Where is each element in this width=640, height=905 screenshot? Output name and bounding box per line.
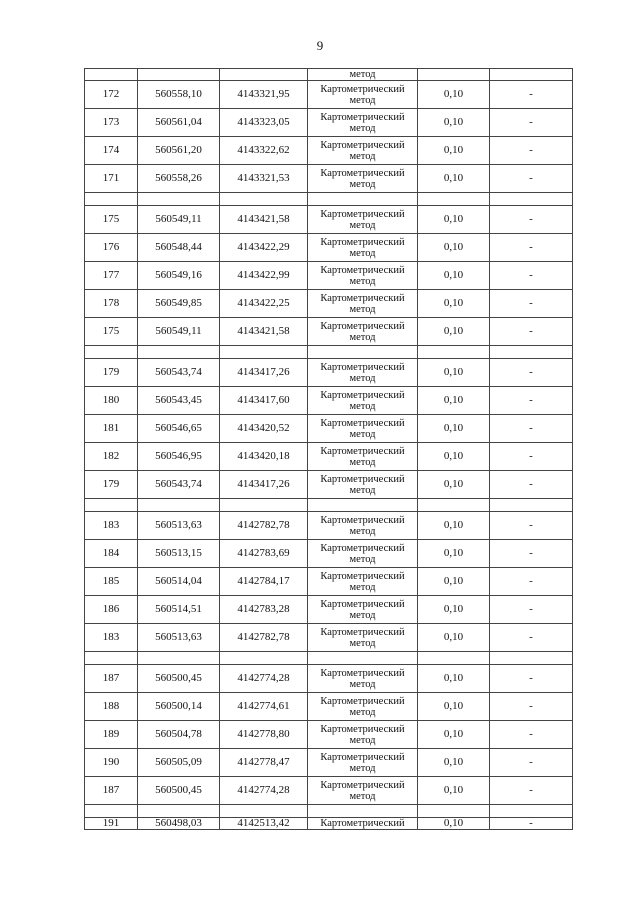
table-row (85, 318, 573, 346)
cell-x: 560561,20 (138, 137, 220, 165)
coordinates-table-body (85, 69, 573, 830)
table-row (85, 721, 573, 749)
cell-accuracy (418, 805, 490, 818)
cell-description (490, 346, 573, 359)
cell-point-number: 183 (85, 624, 138, 652)
cell-method: Картометрический метод (308, 443, 418, 471)
cell-y: 4143417,60 (220, 387, 308, 415)
table-row (85, 234, 573, 262)
table-row (85, 471, 573, 499)
table-row (85, 443, 573, 471)
cell-point-number: 184 (85, 540, 138, 568)
cell-accuracy: 0,10 (418, 443, 490, 471)
table-row (85, 206, 573, 234)
cell-accuracy (418, 652, 490, 665)
cell-description: - (490, 206, 573, 234)
cell-method: Картометрический метод (308, 415, 418, 443)
table-row (85, 81, 573, 109)
cell-point-number: 183 (85, 512, 138, 540)
cell-method: Картометрический метод (308, 624, 418, 652)
cell-point-number: 174 (85, 137, 138, 165)
cell-point-number: 177 (85, 262, 138, 290)
cell-y: 4143417,26 (220, 471, 308, 499)
cell-x (138, 193, 220, 206)
cell-accuracy: 0,10 (418, 749, 490, 777)
cell-y: 4142774,28 (220, 777, 308, 805)
cell-x: 560549,11 (138, 206, 220, 234)
cell-point-number: 175 (85, 206, 138, 234)
cell-x: 560546,95 (138, 443, 220, 471)
cell-y: 4142783,69 (220, 540, 308, 568)
cell-accuracy: 0,10 (418, 665, 490, 693)
cell-method (308, 805, 418, 818)
cell-y: 4143321,95 (220, 81, 308, 109)
cell-x: 560498,03 (138, 818, 220, 830)
cell-description: - (490, 262, 573, 290)
cell-point-number: 186 (85, 596, 138, 624)
cell-y: 4143420,18 (220, 443, 308, 471)
cell-description: - (490, 109, 573, 137)
cell-method: Картометрический метод (308, 512, 418, 540)
cell-y: 4143422,99 (220, 262, 308, 290)
cell-method: Картометрический метод (308, 665, 418, 693)
cell-description: - (490, 318, 573, 346)
cell-point-number: 189 (85, 721, 138, 749)
table-row-separator (85, 805, 573, 818)
cell-accuracy (418, 69, 490, 81)
coordinates-table (84, 68, 573, 830)
cell-description: - (490, 471, 573, 499)
table-row (85, 387, 573, 415)
table-row (85, 137, 573, 165)
cell-y: 4143321,53 (220, 165, 308, 193)
cell-method: Картометрический метод (308, 721, 418, 749)
cell-y: 4143417,26 (220, 359, 308, 387)
cell-x: 560505,09 (138, 749, 220, 777)
cell-y: 4142778,47 (220, 749, 308, 777)
cell-point-number (85, 69, 138, 81)
cell-method: Картометрический (308, 818, 418, 830)
cell-point-number: 176 (85, 234, 138, 262)
table-row (85, 818, 573, 830)
cell-description: - (490, 568, 573, 596)
cell-point-number: 181 (85, 415, 138, 443)
cell-description: - (490, 540, 573, 568)
cell-description: - (490, 818, 573, 830)
cell-method: Картометрический метод (308, 568, 418, 596)
cell-description: - (490, 81, 573, 109)
cell-method: Картометрический метод (308, 81, 418, 109)
cell-description: - (490, 624, 573, 652)
cell-description (490, 499, 573, 512)
table-row-separator (85, 346, 573, 359)
cell-method: Картометрический метод (308, 165, 418, 193)
cell-description: - (490, 387, 573, 415)
cell-accuracy: 0,10 (418, 596, 490, 624)
cell-x: 560500,45 (138, 665, 220, 693)
table-row (85, 262, 573, 290)
cell-y (220, 346, 308, 359)
cell-description: - (490, 290, 573, 318)
cell-x (138, 805, 220, 818)
cell-method: Картометрический метод (308, 540, 418, 568)
cell-x: 560500,45 (138, 777, 220, 805)
cell-description: - (490, 443, 573, 471)
cell-method: Картометрический метод (308, 290, 418, 318)
cell-y (220, 652, 308, 665)
cell-point-number: 171 (85, 165, 138, 193)
cell-method: Картометрический метод (308, 596, 418, 624)
cell-point-number (85, 652, 138, 665)
cell-point-number: 172 (85, 81, 138, 109)
cell-y: 4142774,28 (220, 665, 308, 693)
cell-point-number (85, 193, 138, 206)
cell-y: 4143323,05 (220, 109, 308, 137)
cell-y: 4142783,28 (220, 596, 308, 624)
cell-point-number: 185 (85, 568, 138, 596)
cell-description: - (490, 359, 573, 387)
cell-description (490, 193, 573, 206)
cell-y (220, 193, 308, 206)
cell-point-number (85, 805, 138, 818)
cell-accuracy: 0,10 (418, 262, 490, 290)
cell-y: 4143421,58 (220, 206, 308, 234)
cell-description: - (490, 415, 573, 443)
cell-method: Картометрический метод (308, 137, 418, 165)
cell-y: 4143422,25 (220, 290, 308, 318)
cell-x: 560561,04 (138, 109, 220, 137)
cell-y: 4143421,58 (220, 318, 308, 346)
cell-x: 560543,74 (138, 471, 220, 499)
table-row (85, 777, 573, 805)
cell-accuracy: 0,10 (418, 318, 490, 346)
table-row (85, 165, 573, 193)
cell-accuracy: 0,10 (418, 290, 490, 318)
cell-accuracy: 0,10 (418, 165, 490, 193)
cell-x: 560546,65 (138, 415, 220, 443)
table-row-continuation (85, 69, 573, 81)
cell-x: 560543,45 (138, 387, 220, 415)
table-row (85, 624, 573, 652)
cell-point-number: 187 (85, 665, 138, 693)
cell-description (490, 69, 573, 81)
cell-accuracy: 0,10 (418, 721, 490, 749)
table-row (85, 109, 573, 137)
cell-method: Картометрический метод (308, 777, 418, 805)
cell-accuracy: 0,10 (418, 540, 490, 568)
cell-y (220, 805, 308, 818)
cell-accuracy: 0,10 (418, 81, 490, 109)
cell-point-number: 175 (85, 318, 138, 346)
table-row-separator (85, 499, 573, 512)
table-row-separator (85, 652, 573, 665)
cell-x: 560548,44 (138, 234, 220, 262)
cell-accuracy (418, 193, 490, 206)
cell-x (138, 69, 220, 81)
cell-method (308, 193, 418, 206)
cell-x (138, 652, 220, 665)
cell-method: Картометрический метод (308, 234, 418, 262)
cell-y: 4142513,42 (220, 818, 308, 830)
cell-x: 560513,63 (138, 512, 220, 540)
cell-y: 4143420,52 (220, 415, 308, 443)
cell-description: - (490, 721, 573, 749)
table-row (85, 665, 573, 693)
cell-y: 4143322,62 (220, 137, 308, 165)
cell-description: - (490, 749, 573, 777)
cell-accuracy: 0,10 (418, 206, 490, 234)
cell-accuracy: 0,10 (418, 818, 490, 830)
table-row (85, 693, 573, 721)
cell-description: - (490, 777, 573, 805)
cell-method: Картометрический метод (308, 693, 418, 721)
table-row (85, 512, 573, 540)
cell-accuracy: 0,10 (418, 359, 490, 387)
cell-y: 4142774,61 (220, 693, 308, 721)
cell-point-number: 191 (85, 818, 138, 830)
cell-accuracy (418, 346, 490, 359)
cell-description: - (490, 512, 573, 540)
cell-y: 4143422,29 (220, 234, 308, 262)
cell-x: 560513,63 (138, 624, 220, 652)
cell-x: 560543,74 (138, 359, 220, 387)
cell-accuracy: 0,10 (418, 777, 490, 805)
cell-x (138, 499, 220, 512)
cell-accuracy: 0,10 (418, 693, 490, 721)
cell-accuracy: 0,10 (418, 234, 490, 262)
cell-method: Картометрический метод (308, 387, 418, 415)
cell-method (308, 346, 418, 359)
table-row (85, 749, 573, 777)
cell-y: 4142782,78 (220, 624, 308, 652)
cell-accuracy: 0,10 (418, 387, 490, 415)
cell-x: 560504,78 (138, 721, 220, 749)
cell-point-number: 188 (85, 693, 138, 721)
cell-point-number (85, 346, 138, 359)
cell-method: Картометрический метод (308, 749, 418, 777)
cell-accuracy: 0,10 (418, 415, 490, 443)
cell-method: Картометрический метод (308, 471, 418, 499)
cell-method: Картометрический метод (308, 318, 418, 346)
cell-point-number: 182 (85, 443, 138, 471)
cell-accuracy: 0,10 (418, 109, 490, 137)
cell-method: Картометрический метод (308, 359, 418, 387)
cell-description: - (490, 693, 573, 721)
cell-method: Картометрический метод (308, 262, 418, 290)
cell-description: - (490, 165, 573, 193)
page-number: 9 (316, 38, 324, 53)
cell-x: 560514,04 (138, 568, 220, 596)
cell-point-number: 180 (85, 387, 138, 415)
cell-description (490, 805, 573, 818)
cell-x: 560513,15 (138, 540, 220, 568)
cell-accuracy: 0,10 (418, 512, 490, 540)
cell-y: 4142778,80 (220, 721, 308, 749)
cell-method (308, 652, 418, 665)
cell-y: 4142784,17 (220, 568, 308, 596)
cell-x: 560549,85 (138, 290, 220, 318)
cell-accuracy: 0,10 (418, 568, 490, 596)
cell-point-number: 187 (85, 777, 138, 805)
cell-method: метод (308, 69, 418, 81)
cell-x: 560558,10 (138, 81, 220, 109)
cell-description: - (490, 665, 573, 693)
table-row (85, 540, 573, 568)
table-row (85, 359, 573, 387)
cell-point-number: 179 (85, 359, 138, 387)
cell-method: Картометрический метод (308, 109, 418, 137)
cell-x: 560558,26 (138, 165, 220, 193)
cell-description: - (490, 234, 573, 262)
cell-point-number: 179 (85, 471, 138, 499)
cell-accuracy: 0,10 (418, 471, 490, 499)
cell-point-number: 190 (85, 749, 138, 777)
cell-y: 4142782,78 (220, 512, 308, 540)
table-row (85, 596, 573, 624)
table-row (85, 415, 573, 443)
cell-method: Картометрический метод (308, 206, 418, 234)
cell-x: 560500,14 (138, 693, 220, 721)
cell-x: 560549,16 (138, 262, 220, 290)
cell-y (220, 69, 308, 81)
cell-accuracy: 0,10 (418, 137, 490, 165)
cell-x: 560514,51 (138, 596, 220, 624)
cell-method (308, 499, 418, 512)
cell-accuracy (418, 499, 490, 512)
cell-y (220, 499, 308, 512)
cell-description (490, 652, 573, 665)
table-row-separator (85, 193, 573, 206)
cell-x: 560549,11 (138, 318, 220, 346)
cell-description: - (490, 596, 573, 624)
table-row (85, 568, 573, 596)
cell-description: - (490, 137, 573, 165)
cell-x (138, 346, 220, 359)
cell-point-number (85, 499, 138, 512)
cell-point-number: 178 (85, 290, 138, 318)
cell-point-number: 173 (85, 109, 138, 137)
cell-accuracy: 0,10 (418, 624, 490, 652)
table-row (85, 290, 573, 318)
